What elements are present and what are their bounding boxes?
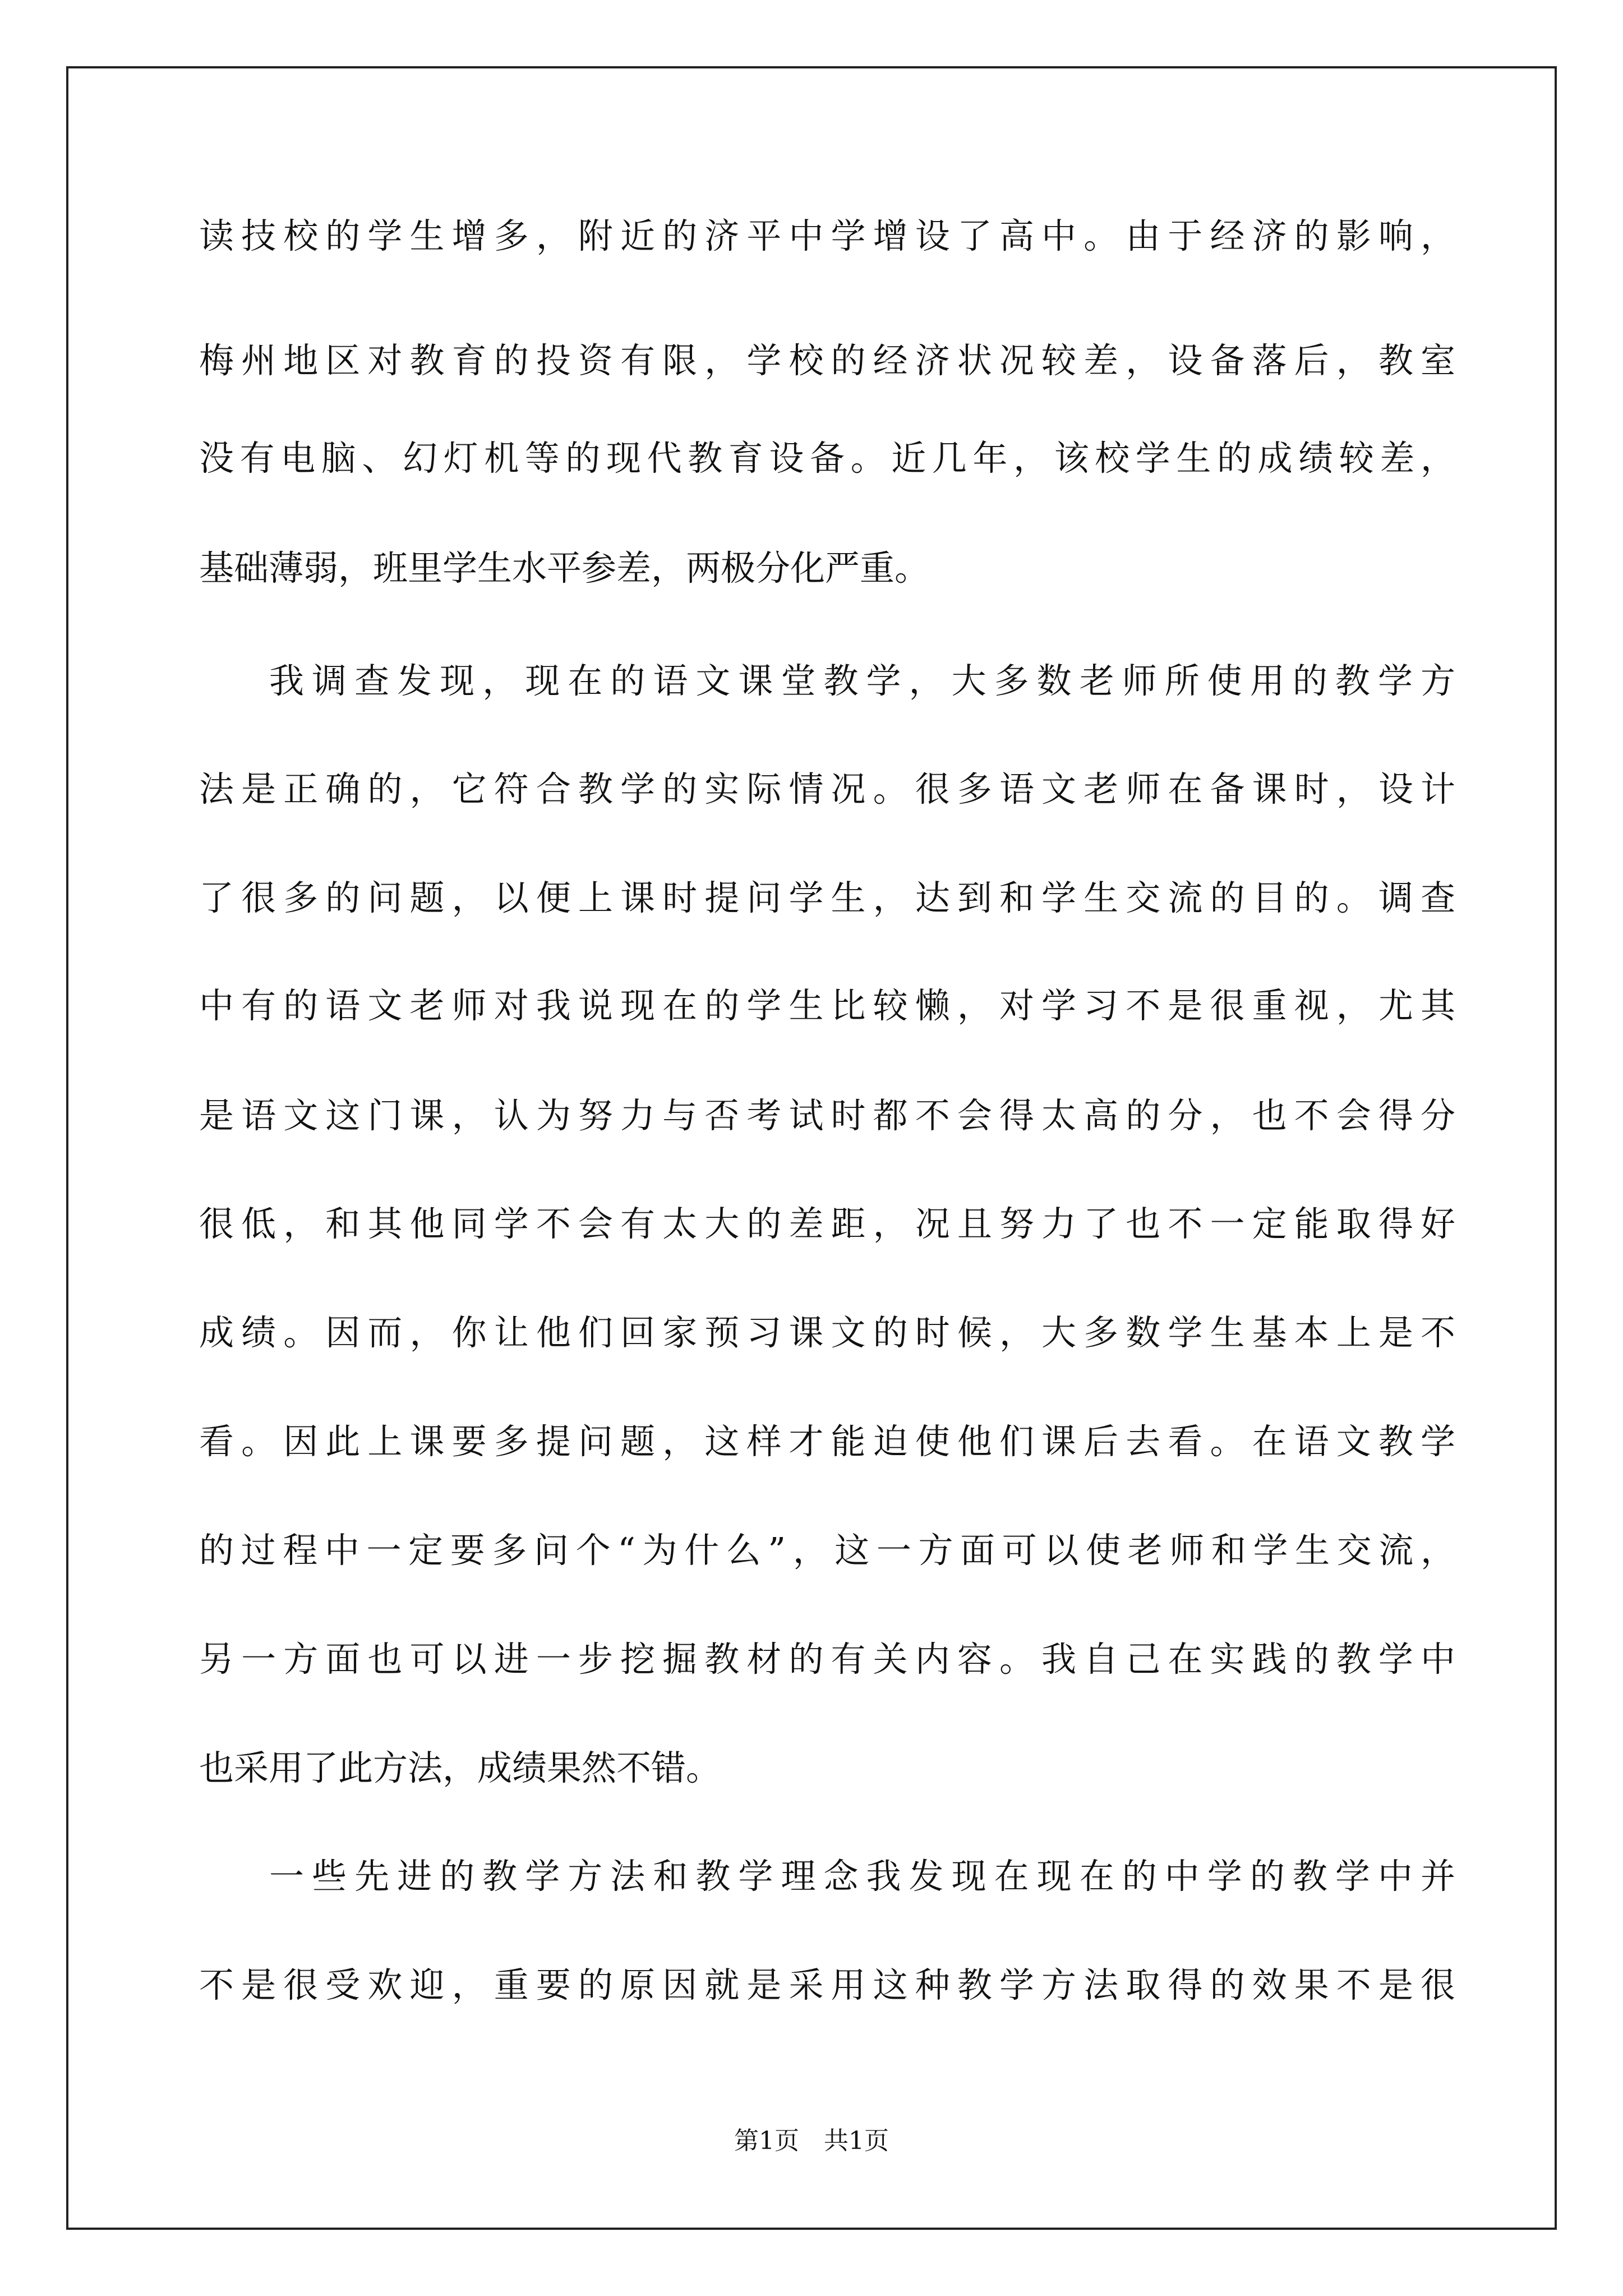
text-line-1: 读技校的学生增多，附近的济平中学增设了高中。由于经济的影响， xyxy=(199,215,1455,256)
text-line-8: 中有的语文老师对我说现在的学生比较懒，对学习不是很重视，尤其 xyxy=(199,985,1455,1026)
text-line-6: 法是正确的，它符合教学的实际情况。很多语文老师在备课时，设计 xyxy=(199,769,1455,809)
page-footer: 第1页 共1页 xyxy=(734,2127,889,2155)
text-line-12: 看。因此上课要多提问题，这样才能迫使他们课后去看。在语文教学 xyxy=(199,1421,1455,1462)
text-line-5: 我调查发现，现在的语文课堂教学，大多数老师所使用的教学方 xyxy=(269,660,1455,701)
text-line-10: 很低，和其他同学不会有太大的差距，况且努力了也不一定能取得好 xyxy=(199,1203,1455,1244)
text-line-15: 也采用了此方法，成绩果然不错。 xyxy=(199,1747,721,1788)
text-line-7: 了很多的问题，以便上课时提问学生，达到和学生交流的目的。调查 xyxy=(199,877,1455,918)
text-line-16: 一些先进的教学方法和教学理念我发现在现在的中学的教学中并 xyxy=(269,1856,1455,1897)
text-line-11: 成绩。因而，你让他们回家预习课文的时候，大多数学生基本上是不 xyxy=(199,1312,1455,1353)
text-line-2: 梅州地区对教育的投资有限，学校的经济状况较差，设备落后，教室 xyxy=(199,340,1455,381)
text-line-17: 不是很受欢迎，重要的原因就是采用这种教学方法取得的效果不是很 xyxy=(199,1964,1455,2005)
page-border xyxy=(66,66,1557,2230)
text-line-9: 是语文这门课，认为努力与否考试时都不会得太高的分，也不会得分 xyxy=(199,1095,1455,1136)
text-line-13: 的过程中一定要多问个“为什么”，这一方面可以使老师和学生交流， xyxy=(199,1530,1455,1571)
text-line-3: 没有电脑、幻灯机等的现代教育设备。近几年，该校学生的成绩较差， xyxy=(199,438,1455,478)
text-line-14: 另一方面也可以进一步挖掘教材的有关内容。我自己在实践的教学中 xyxy=(199,1639,1455,1680)
text-line-4: 基础薄弱，班里学生水平参差，两极分化严重。 xyxy=(199,547,930,588)
